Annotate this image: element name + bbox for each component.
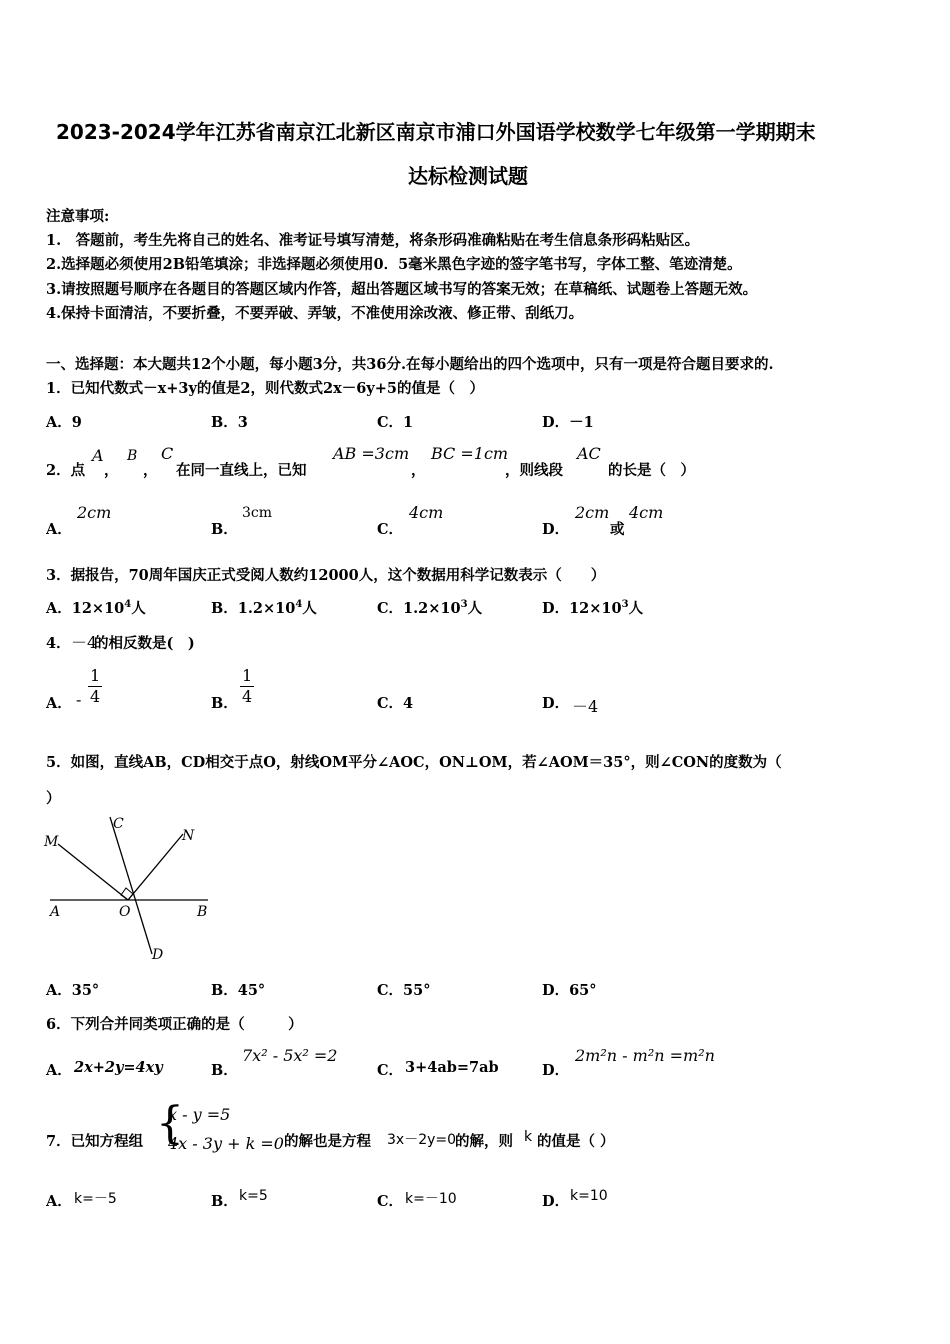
question-5-option-c: C．55° <box>377 982 431 999</box>
bc-length: BC =1cm <box>431 444 509 463</box>
system-brace: { <box>156 1098 184 1149</box>
question-7-prefix: 7．已知方程组 <box>46 1133 144 1150</box>
question-4-stem: 的相反数是( ) <box>94 635 195 652</box>
option-unit: 人 <box>131 600 146 617</box>
question-1-option-b: B．3 <box>211 414 248 431</box>
equation-3: 3x－2y=0 <box>387 1132 457 1148</box>
question-4-option-c: C．4 <box>377 695 414 712</box>
label-c: C <box>113 816 124 832</box>
line-cd <box>110 817 152 954</box>
option-unit: 人 <box>467 600 483 617</box>
question-2-text: 在同一直线上，已知 <box>176 462 307 479</box>
question-7-text: 的解，则 <box>455 1133 513 1150</box>
option-exponent: 3 <box>460 599 468 611</box>
option-base: B．1.2×10 <box>211 600 296 617</box>
option-a-value: 2x+2y=4xy <box>74 1059 163 1076</box>
ab-length: AB =3cm <box>333 444 410 463</box>
question-6-option-c: C． <box>377 1062 404 1079</box>
point-c-label: C <box>161 444 174 463</box>
numerator: 1 <box>242 666 253 685</box>
notice-item: 1. 答题前，考生先将自己的姓名、准考证号填写清楚，将条形码准确粘贴在考生信息条形码粘贴区。 <box>46 232 700 249</box>
comma: ， <box>143 462 158 479</box>
denominator: 4 <box>90 687 101 706</box>
option-base: D．12×10 <box>542 600 622 617</box>
fraction-one-quarter <box>88 666 102 707</box>
ray-om <box>58 844 128 900</box>
question-4-option-a: A． <box>46 695 72 712</box>
question-6-option-d: D． <box>542 1062 570 1079</box>
question-1-option-d: D．－1 <box>542 414 594 431</box>
option-exponent: 4 <box>295 599 303 611</box>
label-d: D <box>152 947 164 963</box>
question-2-prefix: 2．点 <box>46 462 86 479</box>
question-7-suffix: 的值是（ ） <box>537 1133 615 1150</box>
option-unit: 人 <box>628 600 644 617</box>
page-title-line1: 2023-2024学年江苏省南京江北新区南京市浦口外国语学校数学七年级第一学期期末 <box>56 120 816 144</box>
question-5-option-d: D．65° <box>542 982 597 999</box>
question-6-option-a: A． <box>46 1062 72 1079</box>
question-1-option-c: C．1 <box>377 414 414 431</box>
neg-four: －4 <box>71 633 98 652</box>
label-n: N <box>182 828 195 844</box>
option-c-value: 3+4ab=7ab <box>405 1059 499 1076</box>
option-d-value: －4 <box>572 697 599 716</box>
question-6-stem: 6．下列合并同类项正确的是（ ） <box>46 1016 303 1033</box>
question-7-option-b: B． <box>211 1193 238 1210</box>
question-3-option-b <box>211 597 317 618</box>
option-exponent: 4 <box>124 599 132 611</box>
notice-item: 2.选择题必须使用2B铅笔填涂；非选择题必须使用0．5毫米黑色字迹的签字笔书写，字体工整、笔迹清楚。 <box>46 256 742 273</box>
option-d-value-2: 4cm <box>629 503 664 522</box>
right-angle-mark <box>121 888 133 900</box>
label-a: A <box>50 904 61 920</box>
question-2-option-b: B． <box>211 521 238 538</box>
question-3-stem: 3．据报告，70周年国庆正式受阅人数约12000人，这个数据用科学记数表示（ ） <box>46 567 606 584</box>
notice-item: 3.请按照题号顺序在各题目的答题区域内作答，超出答题区域书写的答案无效；在草稿纸、试题卷上答题无效。 <box>46 281 758 298</box>
label-m: M <box>44 834 59 850</box>
option-c-value: k=－10 <box>405 1191 457 1207</box>
question-5-option-b: B．45° <box>211 982 266 999</box>
question-7-option-c: C． <box>377 1193 404 1210</box>
option-d-value: k=10 <box>570 1188 608 1204</box>
comma: ， <box>411 462 426 479</box>
question-6-option-b: B． <box>211 1062 238 1079</box>
question-7-text: 的解也是方程 <box>284 1133 371 1150</box>
question-2-text: ，则线段 <box>505 462 563 479</box>
question-1-stem: 1．已知代数式－x+3y的值是2，则代数式2x－6y+5的值是（ ） <box>46 380 484 397</box>
question-2-option-c: C． <box>377 521 404 538</box>
option-a-value: 2cm <box>77 503 112 522</box>
option-b-value: 7x² - 5x² =2 <box>242 1046 338 1065</box>
option-b-value: k=5 <box>239 1188 268 1204</box>
option-d-value-1: 2cm <box>575 503 610 522</box>
question-2-option-d: D． <box>542 521 570 538</box>
option-base: C．1.2×10 <box>377 600 461 617</box>
question-4-number: 4． <box>46 635 71 652</box>
question-2-option-a: A． <box>46 521 72 538</box>
question-2-suffix: 的长是（ ） <box>608 462 695 479</box>
option-unit: 人 <box>302 600 317 617</box>
segment-ac: AC <box>577 444 601 463</box>
option-a-value: k=－5 <box>74 1191 117 1207</box>
option-b-value: 3cm <box>242 505 273 521</box>
variable-k: k <box>524 1129 533 1145</box>
point-a-label: A <box>92 446 104 465</box>
minus-sign: - <box>76 690 82 709</box>
question-5-stem-end: ） <box>46 790 61 807</box>
notice-item: 4.保持卡面清洁，不要折叠，不要弄破、弄皱，不准使用涂改液、修正带、刮纸刀。 <box>46 305 584 322</box>
option-base: A．12×10 <box>46 600 125 617</box>
question-7-option-d: D． <box>542 1193 570 1210</box>
question-3-option-d <box>542 597 643 618</box>
point-b-label: B <box>127 448 138 464</box>
option-d-value: 2m²n - m²n =m²n <box>575 1046 715 1065</box>
question-4-option-d: D． <box>542 695 570 712</box>
option-exponent: 3 <box>621 599 629 611</box>
label-b: B <box>197 904 208 920</box>
intersecting-lines-figure <box>40 812 220 964</box>
page-title-line2: 达标检测试题 <box>408 164 528 188</box>
notice-heading: 注意事项: <box>46 208 110 225</box>
question-3-option-c <box>377 597 482 618</box>
question-5-stem: 5．如图，直线AB，CD相交于点O，射线OM平分∠AOC，ON⊥OM，若∠AOM＝35°，则∠CON的度数为（ <box>46 754 782 771</box>
question-5-option-a: A．35° <box>46 982 100 999</box>
option-d-or: 或 <box>610 521 625 538</box>
ray-on <box>128 834 183 900</box>
question-1-option-a: A．9 <box>46 414 82 431</box>
question-4-option-b: B． <box>211 695 238 712</box>
numerator: 1 <box>90 666 101 685</box>
question-3-option-a <box>46 597 146 618</box>
section-heading: 一、选择题：本大题共12个小题，每小题3分，共36分.在每小题给出的四个选项中，只有一项是符合题目要求的. <box>46 356 774 373</box>
equation-1: x - y =5 <box>168 1105 231 1124</box>
question-7-option-a: A． <box>46 1193 72 1210</box>
fraction-one-quarter <box>240 666 254 707</box>
comma: ， <box>104 462 119 479</box>
label-o: O <box>119 904 131 920</box>
equation-2: 4x - 3y + k =0 <box>168 1134 284 1153</box>
option-c-value: 4cm <box>409 503 444 522</box>
denominator: 4 <box>242 687 253 706</box>
